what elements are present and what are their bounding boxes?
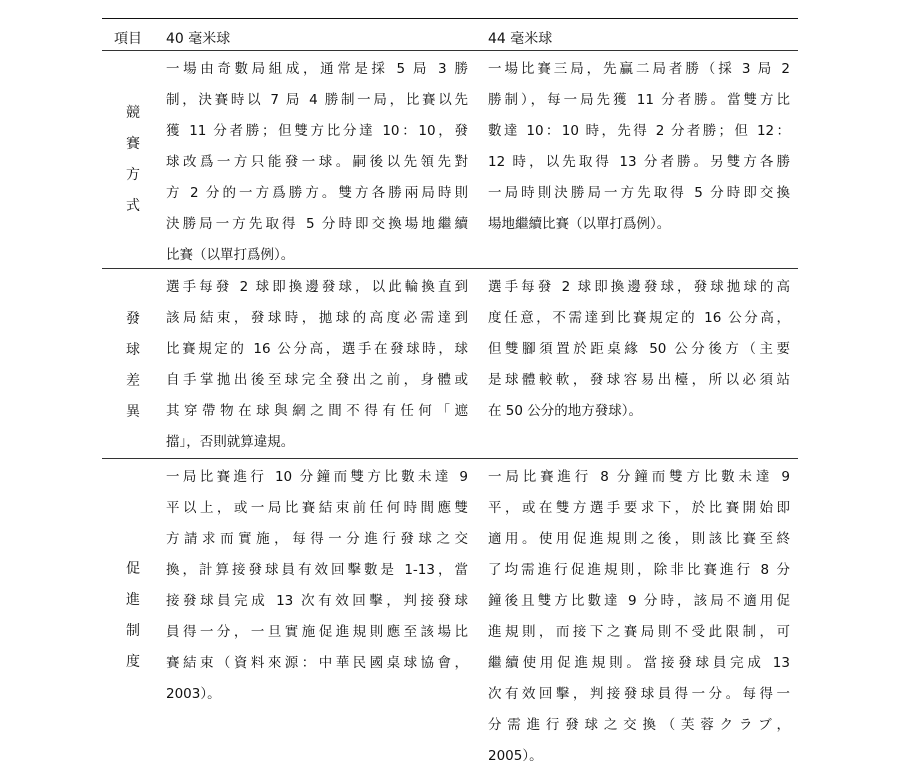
row-label-serve-difference: 發 球 差 異 xyxy=(126,311,140,420)
cell-44mm-competition-format: 一場比賽三局，先贏二局者勝（採 3 局 2 勝制），每一局先獲 11 分者勝。當雙方比 數達 10：10 時，先得 2 分者勝；但 12： 12 時，以先取得 13 分者勝。另雙方各勝 一局時則決勝局一方先取得 5 分時即交換 場地繼續比賽（以單打爲例）。 xyxy=(488,61,790,232)
cell-44mm-expedite-system: 一局比賽進行 8 分鐘而雙方比數未達 9 平，或在雙方選手要求下，於比賽開始即 適用。使用促進規則之後，則該比賽至終 了均需進行促進規則，除非比賽進行 8 分 鐘後且雙方比數達 9 分時，該局不適用促 進規則，而接下之賽局則不受此限制，可 繼續使用促進規則。當接發球員完成 13 次有效回擊，判接發球員得一分。每得一 分需進行發球之交換（芙蓉クラブ， 2005）。 xyxy=(488,469,790,764)
cell-44mm-serve-difference: 選手每發 2 球即換邊發球，發球拋球的高 度任意，不需達到比賽規定的 16 公分高， 但雙腳須置於距桌緣 50 公分後方（主要 是球體較軟，發球容易出檯，所以必須站 在 50 公分的地方發球）。 xyxy=(488,279,790,419)
row-rule-2 xyxy=(102,458,798,459)
header-40mm-ball: 40 毫米球 xyxy=(166,31,231,47)
header-item: 項目 xyxy=(114,31,142,47)
cell-40mm-serve-difference: 選手每發 2 球即換邊發球，以此輪換直到 該局結束，發球時，拋球的高度必需達到 比賽規定的 16 公分高，選手在發球時，球 自手掌拋出後至球完全發出之前，身體或 其穿帶物在球與網之間不得有任何「遮 擋」，否則就算違規。 xyxy=(166,279,468,450)
row-rule-1 xyxy=(102,268,798,269)
row-label-expedite-system: 促 進 制 度 xyxy=(126,561,140,670)
header-rule xyxy=(102,50,798,51)
cell-40mm-expedite-system: 一局比賽進行 10 分鐘而雙方比數未達 9 平以上，或一局比賽結束前任何時間應雙 方請求而實施，每得一分進行發球之交 換，計算接發球員有效回擊數是 1-13，當 接發球員完成 13 次有效回擊，判接發球 員得一分，一旦實施促進規則應至該場比 賽結束（資料來源：中華民國桌球協會， 2003）。 xyxy=(166,469,468,702)
table-top-rule xyxy=(102,18,798,19)
cell-40mm-competition-format: 一場由奇數局組成，通常是採 5 局 3 勝 制，決賽時以 7 局 4 勝制一局，比賽以先 獲 11 分者勝；但雙方比分達 10：10，發 球改爲一方只能發一球。嗣後以先領先對 方 2 分的一方爲勝方。雙方各勝兩局時則 決勝局一方先取得 5 分時即交換場地繼續 比賽（以單打爲例）。 xyxy=(166,61,468,263)
header-44mm-ball: 44 毫米球 xyxy=(488,31,553,47)
row-label-competition-format: 競 賽 方 式 xyxy=(126,105,140,214)
